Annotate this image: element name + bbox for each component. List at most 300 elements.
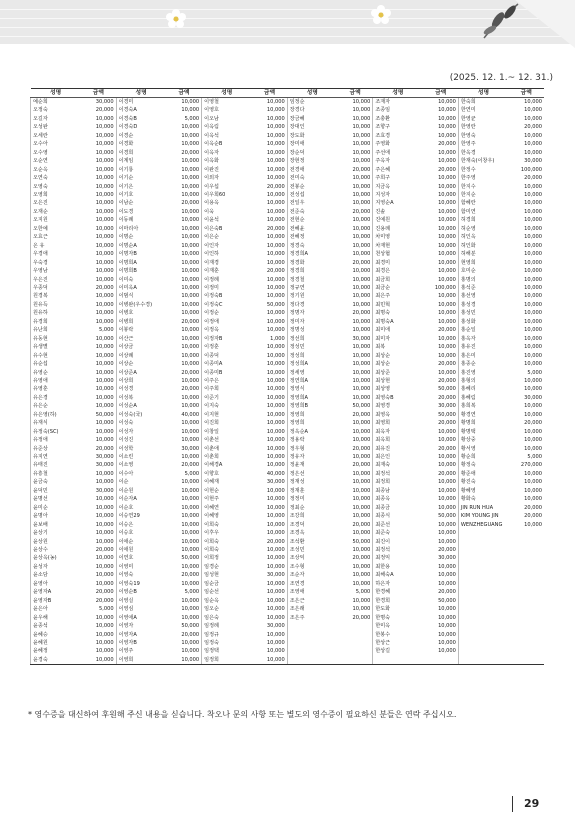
donor-name: 이영주 [116,647,166,655]
donor-name: 지영순A [373,199,423,207]
donation-amount: 10,000 [524,234,542,241]
donor-name: 윤종석 [31,622,81,630]
donation-amount: 20,000 [524,420,542,427]
donation-amount: 10,000 [352,284,371,291]
donation-amount: 10,000 [438,521,456,528]
donor-name: 장현정 [287,157,337,165]
donor-name: 이계임 [116,157,166,165]
name-header: 성명 [202,89,252,98]
donation-amount: 20,000 [266,538,285,545]
table-row [31,461,545,469]
donor-name: 임오순 [202,605,252,613]
donor-name: 윤경숙 [31,656,81,665]
donor-name: 정세영 [287,369,337,377]
donation-amount: 10,000 [95,208,114,215]
donation-amount: 10,000 [266,132,285,139]
donation-amount: 10,000 [266,504,285,511]
amount-header: 금액 [81,89,116,98]
donor-name [373,656,423,665]
donor-name: 정성민 [287,343,337,351]
donor-name: 이영숙 [116,571,166,579]
table-row [31,512,545,520]
donation-amount: 20,000 [95,107,114,114]
donor-name: 전성섭 [287,191,337,199]
donation-amount: 10,000 [181,538,200,545]
table-row [31,225,545,233]
table-row [31,183,545,191]
donation-amount: 10,000 [181,183,200,190]
donation-amount: 50,000 [181,555,200,562]
donor-name: 이희숙 [202,521,252,529]
donation-amount [509,614,544,622]
donor-name: 이마리아 [116,225,166,233]
donor-name: 정재성 [287,478,337,486]
donor-name: 유정애 [31,436,81,444]
table-row [31,267,545,275]
donor-name: 이병호 [116,309,166,317]
donation-amount: 10,000 [181,597,200,604]
donor-name: 이미숙 [116,276,166,284]
donation-amount: 10,000 [266,462,285,469]
donor-name: 주선애 [373,149,423,157]
donation-amount: 10,000 [524,344,542,351]
donation-amount: 10,000 [181,99,200,105]
donation-amount: 5,000 [355,589,371,596]
donor-name: 오효근 [31,233,81,241]
donation-amount: 5,000 [527,454,542,461]
donation-amount: 10,000 [266,242,285,249]
donation-amount: 10,000 [95,428,114,435]
donation-amount [337,622,372,630]
table-row [31,495,545,503]
donor-name [458,588,508,596]
donation-amount: 10,000 [266,640,285,646]
donation-amount: 10,000 [524,411,542,418]
donor-name: 윤은아 [31,605,81,613]
flower-icon [165,8,187,30]
donor-name: 이준기 [202,394,252,402]
donation-amount: 20,000 [181,631,200,638]
donation-amount: 10,000 [181,259,200,266]
donor-name [287,631,337,639]
donation-amount: 10,000 [181,403,200,410]
donor-name: 이경숙D [116,123,166,131]
donation-amount: 10,000 [181,352,200,359]
donation-amount: 30,000 [438,403,456,410]
donor-name: 이윤석 [202,216,252,224]
donation-amount: 20,000 [524,175,542,182]
donor-name: 최영숙B [373,394,423,402]
donation-amount: 10,000 [352,530,371,537]
table-row [31,208,545,216]
table-row [31,149,545,157]
donation-amount: 10,000 [524,191,542,198]
donor-name [287,622,337,630]
donor-name: 유난희 [31,326,81,334]
donor-name: 허해분 [458,250,508,258]
donor-name: 함혜란 [458,199,508,207]
donation-amount: 10,000 [438,183,456,190]
donation-amount: 10,000 [524,259,542,266]
donation-amount: 10,000 [266,166,285,173]
donation-amount: 20,000 [266,183,285,190]
donor-name: 임정례 [202,622,252,630]
donor-name: 이인하 [202,250,252,258]
donor-name: 최영옥 [373,411,423,419]
donor-name: 조연경 [287,580,337,588]
donor-name: 윤영자A [31,588,81,596]
donor-name: 한숙희 [458,98,508,107]
donor-name: 정윤재 [287,461,337,469]
donation-amount: 10,000 [438,640,456,646]
donor-name: 이병희 [116,318,166,326]
donor-name: 조강희 [287,512,337,520]
donation-amount: 10,000 [95,386,114,393]
donation-amount: 10,000 [438,268,456,275]
donation-amount: 10,000 [181,648,200,655]
donation-amount: 10,000 [438,318,456,325]
donor-name: 유영훈 [31,385,81,393]
donation-amount: 10,000 [266,394,285,401]
donor-name: 이경숙B [116,115,166,123]
donation-amount: 20,000 [352,614,371,621]
donation-amount: 10,000 [352,580,371,587]
donation-amount: 50,000 [352,538,371,545]
donor-name: 정명자 [287,309,337,317]
donation-amount: 10,000 [181,276,200,283]
donation-amount: 10,000 [438,462,456,469]
donation-amount: 10,000 [438,158,456,165]
donor-name: 이현순 [202,487,252,495]
donation-amount: 20,000 [352,310,371,317]
donation-amount: 10,000 [95,572,114,579]
donation-amount: 10,000 [438,454,456,461]
donor-name: 홍혜림 [458,394,508,402]
donor-name: 윤상기 [31,529,81,537]
donation-amount [337,639,372,647]
donation-amount: 10,000 [266,589,285,596]
donation-amount: 10,000 [266,361,285,368]
donor-name: 우은진 [31,276,81,284]
table-row [31,453,545,461]
donation-amount: 10,000 [438,107,456,114]
donation-amount: 10,000 [524,217,542,224]
donor-name: 윤우해 [31,614,81,622]
donation-amount: 10,000 [438,428,456,435]
donation-amount: 10,000 [95,361,114,368]
donor-name [458,571,508,579]
donor-name: 윤소담 [31,571,81,579]
donation-amount: 10,000 [438,623,456,630]
donation-amount [509,546,544,554]
donor-name: 오한예 [31,225,81,233]
table-row [31,166,545,174]
donation-amount: 10,000 [438,293,456,300]
donation-amount: 30,000 [524,158,542,165]
donation-amount: 10,000 [352,141,371,148]
donation-amount: 10,000 [352,318,371,325]
donor-name: 황순희 [458,453,508,461]
donation-amount: 10,000 [95,352,114,359]
donor-name: 이옥림 [202,123,252,131]
donation-amount: 10,000 [181,191,200,198]
donation-amount: 20,000 [266,268,285,275]
donation-amount: 10,000 [352,479,371,486]
donation-amount: 10,000 [95,614,114,621]
donation-amount: 10,000 [352,394,371,401]
donor-name: 함미연 [458,208,508,216]
donation-amount: 50,000 [438,386,456,393]
donor-name: 오재순 [31,208,81,216]
donation-amount: 20,000 [438,589,456,596]
donor-name: 유정숙(SC) [31,428,81,436]
donation-amount [509,622,544,630]
donor-name: 이우희60 [202,191,252,199]
donor-name: 윤상원 [31,538,81,546]
donation-amount: 10,000 [181,217,200,224]
donor-name: 이은숙B [202,225,252,233]
donation-amount: 30,000 [181,445,200,452]
donation-amount [509,656,544,665]
donor-name: 이동례 [116,216,166,224]
donation-amount: 10,000 [266,563,285,570]
donation-amount: 40,000 [266,470,285,477]
donation-amount: 10,000 [352,217,371,224]
donor-name: 정연희A [287,377,337,385]
donation-amount: 10,000 [181,208,200,215]
donor-name: 하은자 [373,580,423,588]
donation-amount: 10,000 [266,614,285,621]
donation-amount: 10,000 [181,301,200,308]
donation-amount: 10,000 [438,115,456,122]
donation-amount: 10,000 [352,547,371,554]
donor-name: 최상순 [373,352,423,360]
donation-amount: 10,000 [181,284,200,291]
donor-name: 이순자A [116,495,166,503]
donation-amount: 10,000 [266,411,285,418]
donor-name: 최한용 [373,563,423,571]
donation-amount: 10,000 [95,234,114,241]
donor-name: 한연미 [458,106,508,114]
donation-amount: 10,000 [266,149,285,156]
donation-amount: 10,000 [95,344,114,351]
donor-name: 정미자 [287,318,337,326]
donor-name: 허순영 [458,225,508,233]
donation-amount: 10,000 [266,445,285,452]
donor-name: 최영희 [373,419,423,427]
table-row [31,470,545,478]
donation-amount: 10,000 [181,225,200,232]
donor-name: 오은진 [31,199,81,207]
donor-name: 황혜영 [458,487,508,495]
donor-name: 이인자 [202,242,252,250]
donor-name: 이상순 [116,360,166,368]
donation-amount: 100,000 [434,284,456,291]
donor-name: 최정익 [373,554,423,562]
donation-amount: 10,000 [352,200,371,207]
donor-name: 윤혜승 [31,631,81,639]
donor-name: 이성진 [116,436,166,444]
donor-name: 한상근 [373,639,423,647]
donation-amount: 10,000 [438,504,456,511]
donation-amount: 10,000 [352,225,371,232]
donor-name: 장도화 [287,132,337,140]
donor-name: 유준상 [31,445,81,453]
donation-amount: 50,000 [181,623,200,630]
donor-name: 홍선영 [458,292,508,300]
donor-name: 이산근 [116,335,166,343]
donor-name: 이향호 [202,470,252,478]
donor-name: 오정숙 [31,106,81,114]
donor-name [458,580,508,588]
table-row [31,554,545,562]
donation-amount: 10,000 [352,428,371,435]
donor-name: 이주희 [202,385,252,393]
donation-amount: 30,000 [266,572,285,579]
donation-amount: 20,000 [524,504,542,511]
donation-amount: 10,000 [266,310,285,317]
donation-amount: 20,000 [181,149,200,156]
donor-name: 장미애 [287,140,337,148]
table-row [31,106,545,114]
donor-name: 이순원 [116,487,166,495]
donor-name: 윤혜원 [31,639,81,647]
donor-name: 최옥희 [373,436,423,444]
donation-amount: 10,000 [352,191,371,198]
donation-amount: 10,000 [438,310,456,317]
donor-name [287,647,337,655]
table-row [31,538,545,546]
donor-name: 이영순B [116,588,166,596]
donor-name: 이기호 [116,191,166,199]
donation-amount: 10,000 [352,293,371,300]
donor-name: 장금혜 [287,115,337,123]
table-row [31,369,545,377]
donation-amount: 5,000 [184,115,200,122]
donor-name: 홍진영 [458,369,508,377]
donation-amount: 10,000 [352,301,371,308]
donor-name: 이승호 [116,529,166,537]
donor-name: 이종미A [202,360,252,368]
donor-name: 유재식 [31,419,81,427]
donor-name: 이순 [116,478,166,486]
donation-amount: 20,000 [95,597,114,604]
donor-name: 조순자 [287,571,337,579]
donor-name: 이영자A [116,631,166,639]
donor-name [458,554,508,562]
donation-amount: 10,000 [438,606,456,613]
donation-amount: 10,000 [181,606,200,613]
table-row [31,622,545,630]
donation-amount [509,647,544,655]
donor-name: 오순연 [31,157,81,165]
donor-name: 이순호 [116,504,166,512]
donation-amount: 50,000 [95,411,114,418]
table-row [31,216,545,224]
donor-name: 전미숙 [287,174,337,182]
name-header: 성명 [373,89,423,98]
donation-amount: 10,000 [438,369,456,376]
donation-amount: 10,000 [266,513,285,520]
donation-amount: 10,000 [95,301,114,308]
donor-name: 진용례 [373,225,423,233]
donation-amount: 10,000 [266,259,285,266]
donor-name: 우종덕 [31,284,81,292]
donor-name: 허경희 [458,216,508,224]
donor-name: 이명희B [116,267,166,275]
table-row [31,140,545,148]
donation-amount: 10,000 [266,597,285,604]
donor-name: 이옥석 [202,132,252,140]
donor-name: 한영란 [458,123,508,131]
donation-amount: 10,000 [181,335,200,342]
donor-name: 이영미 [116,563,166,571]
donation-amount: 30,000 [266,623,285,630]
table-row [31,504,545,512]
donation-amount: 30,000 [95,99,114,105]
donor-name: 최옥자 [373,428,423,436]
donor-name: 정재훈 [287,487,337,495]
donation-amount: 10,000 [95,496,114,503]
donation-amount: 10,000 [95,555,114,562]
donor-name: 이애원 [116,546,166,554]
donor-name: 이정례 [202,276,252,284]
donor-name [458,622,508,630]
table-row [31,309,545,317]
donation-amount: 10,000 [352,513,371,520]
donation-amount: 10,000 [181,614,200,621]
donor-name: 이범식 [116,292,166,300]
donation-amount: 30,000 [95,487,114,494]
donation-amount: 10,000 [438,335,456,342]
donor-name: 전현순 [287,216,337,224]
donor-name: 이성복 [116,394,166,402]
donation-amount: 10,000 [166,656,201,665]
donation-amount: 10,000 [95,377,114,384]
donation-amount: 10,000 [266,115,285,122]
donor-name: 정옥순A [287,428,337,436]
donation-amount: 10,000 [352,563,371,570]
donation-amount: 20,000 [181,462,200,469]
table-row [31,529,545,537]
donor-name: 정정미 [287,495,337,503]
donation-amount: 1,000 [270,335,285,342]
donor-name: 이기순 [116,174,166,182]
donation-amount: 10,000 [352,251,371,258]
donor-name: 호미순 [458,267,508,275]
donor-name: 원경복 [31,292,81,300]
donor-name: 이해경A [202,461,252,469]
donor-name: 이영철 [202,98,252,107]
donor-name: 이용옥 [202,199,252,207]
donor-name: 이춘희 [202,453,252,461]
donation-amount: 10,000 [352,437,371,444]
donation-amount: 50,000 [352,403,371,410]
donation-amount: 10,000 [438,200,456,207]
table-row [31,614,545,622]
donation-amount: 20,000 [438,327,456,334]
donor-name: 윤영자B [31,597,81,605]
donor-name: 장경다 [287,106,337,114]
donation-amount: 20,000 [438,361,456,368]
table-row [31,343,545,351]
donor-name: 전준숙 [287,208,337,216]
amount-header: 금액 [423,89,458,98]
donor-name: 오순옥 [31,166,81,174]
donation-amount: 10,000 [352,344,371,351]
donor-name: 천상협 [373,250,423,258]
donation-amount: 10,000 [266,200,285,207]
